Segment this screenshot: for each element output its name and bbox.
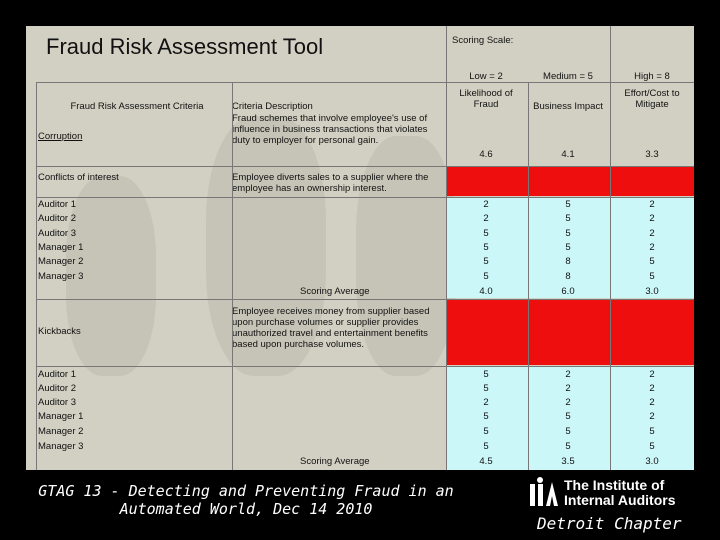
- iia-logo: [528, 476, 688, 510]
- score-cell: 2: [483, 199, 489, 210]
- average-cell: 6.0: [561, 286, 575, 297]
- score-cell: 5: [483, 271, 489, 282]
- score-cell: 5: [649, 271, 655, 282]
- average-cell: 3.5: [561, 456, 575, 467]
- average-cell: 4.5: [479, 456, 493, 467]
- table-row: Auditor 2: [38, 213, 77, 224]
- kickbacks-label: Kickbacks: [38, 326, 81, 337]
- score-cell: 2: [649, 411, 655, 422]
- scale-low: Low = 2: [469, 71, 503, 82]
- grid-line: [528, 82, 529, 470]
- corruption-description: Fraud schemes that involve employee's use of influence in business transactions that violates duty to employer for personal gain.: [232, 113, 428, 146]
- grid-line: [36, 197, 694, 198]
- grid-line: [36, 82, 446, 83]
- score-cell: 5: [565, 426, 571, 437]
- score-cell: 5: [565, 228, 571, 239]
- score-cell: 5: [649, 426, 655, 437]
- page-title: Fraud Risk Assessment Tool: [46, 34, 324, 59]
- table-row: Manager 3: [38, 271, 84, 282]
- score-cell: 5: [483, 242, 489, 253]
- score-cell: 2: [649, 383, 655, 394]
- table-row: Auditor 2: [38, 383, 77, 394]
- table-row: Manager 1: [38, 242, 84, 253]
- score-cell: 2: [649, 397, 655, 408]
- score-cell: 2: [565, 397, 571, 408]
- scale-medium: Medium = 5: [543, 71, 593, 82]
- score-cell: 2: [565, 383, 571, 394]
- score-cell: 2: [565, 369, 571, 380]
- score-cell: 2: [649, 369, 655, 380]
- score-cell: 2: [649, 199, 655, 210]
- table-row: Auditor 3: [38, 397, 77, 408]
- footer-line-1: GTAG 13 - Detecting and Preventing Fraud in an: [38, 482, 454, 500]
- conflicts-highlight: [446, 166, 694, 196]
- grid-line: [610, 26, 611, 470]
- chapter-name: Detroit Chapter: [537, 514, 682, 533]
- spreadsheet-slide: [26, 26, 694, 470]
- table-row: Auditor 1: [38, 199, 77, 210]
- table-row: Auditor 3: [38, 228, 77, 239]
- criteria-header: Fraud Risk Assessment Criteria: [70, 101, 204, 112]
- scoring-scale-label: Scoring Scale:: [452, 35, 514, 46]
- score-cell: 5: [565, 213, 571, 224]
- impact-header: Business Impact: [533, 101, 603, 112]
- grid-line: [446, 26, 447, 470]
- scale-high: High = 8: [634, 71, 670, 82]
- footer-line-2: Automated World, Dec 14 2010: [119, 500, 373, 518]
- kickbacks-description: Employee receives money from supplier based upon purchase volumes or supplier provides unauthorized travel and entertainment benefits based upon purchase volumes.: [232, 306, 430, 350]
- grid-line: [232, 82, 233, 470]
- grid-line: [36, 299, 694, 300]
- score-cell: 8: [565, 256, 571, 267]
- table-row: Manager 2: [38, 256, 84, 267]
- score-cell: 2: [483, 213, 489, 224]
- score-cell: 2: [483, 397, 489, 408]
- score-cell: 5: [565, 242, 571, 253]
- table-row: Manager 3: [38, 441, 84, 452]
- corruption-effort: 3.3: [645, 149, 659, 160]
- effort-header: Effort/Cost to Mitigate: [624, 88, 680, 110]
- table-row: Manager 2: [38, 426, 84, 437]
- scoring-average-label: Scoring Average: [300, 456, 370, 467]
- average-cell: 4.0: [479, 286, 493, 297]
- logo-line-1: The Institute of: [564, 477, 665, 493]
- description-header: Criteria Description: [232, 101, 313, 112]
- score-cell: 5: [649, 256, 655, 267]
- scoring-average-label: Scoring Average: [300, 286, 370, 297]
- conflicts-description: Employee diverts sales to a supplier where the employee has an ownership interest.: [232, 172, 429, 194]
- corruption-likelihood: 4.6: [479, 149, 493, 160]
- score-cell: 5: [565, 199, 571, 210]
- corruption-impact: 4.1: [561, 149, 575, 160]
- score-cell: 5: [565, 411, 571, 422]
- score-cell: 5: [483, 411, 489, 422]
- score-cell: 5: [649, 441, 655, 452]
- grid-line: [36, 366, 694, 367]
- iia-emblem-icon: [528, 476, 560, 508]
- kickbacks-highlight: [446, 299, 694, 365]
- average-cell: 3.0: [645, 456, 659, 467]
- corruption-label: Corruption: [38, 131, 83, 142]
- score-cell: 2: [649, 242, 655, 253]
- score-cell: 5: [483, 228, 489, 239]
- likelihood-header: Likelihood of Fraud: [459, 88, 513, 110]
- average-cell: 3.0: [645, 286, 659, 297]
- conflicts-label: Conflicts of interest: [38, 172, 119, 183]
- grid-line: [446, 82, 694, 83]
- score-cell: 2: [649, 228, 655, 239]
- presentation-footer: [36, 482, 456, 518]
- score-cell: 8: [565, 271, 571, 282]
- score-cell: 5: [483, 441, 489, 452]
- score-cell: 5: [483, 369, 489, 380]
- score-cell: 5: [483, 426, 489, 437]
- logo-line-2: Internal Auditors: [564, 492, 676, 508]
- score-cell: 5: [565, 441, 571, 452]
- table-row: Auditor 1: [38, 369, 77, 380]
- score-cell: 5: [483, 383, 489, 394]
- score-cell: 5: [483, 256, 489, 267]
- grid-line: [36, 82, 37, 470]
- grid-line: [36, 166, 694, 167]
- score-cell: 2: [649, 213, 655, 224]
- table-row: Manager 1: [38, 411, 84, 422]
